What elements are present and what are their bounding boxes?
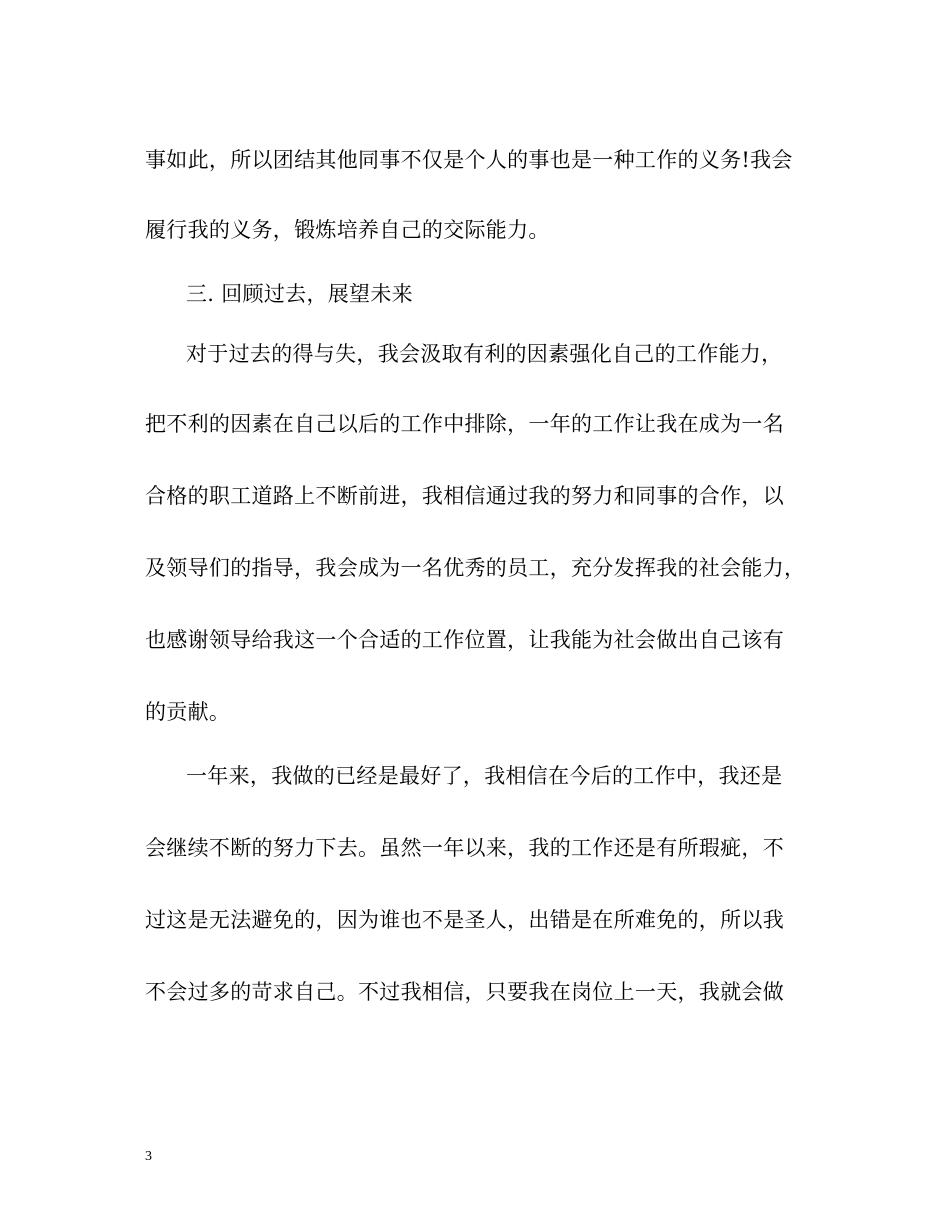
text-line: 及领导们的指导，我会成为一名优秀的员工，充分发挥我的社会能力， (145, 556, 806, 580)
text-line: 把不利的因素在自己以后的工作中排除，一年的工作让我在成为一名 (145, 412, 784, 436)
page-number: 3 (145, 1149, 152, 1164)
text-line: 一年来，我做的已经是最好了，我相信在今后的工作中，我还是 (186, 764, 783, 788)
text-line: 也感谢领导给我这一个合适的工作位置，让我能为社会做出自己该有 (145, 628, 784, 652)
text-line: 事如此，所以团结其他同事不仅是个人的事也是一种工作的义务!我会 (145, 148, 793, 172)
text-line: 合格的职工道路上不断前进，我相信通过我的努力和同事的合作，以 (145, 484, 784, 508)
text-line: 的贡献。 (145, 700, 231, 724)
section-heading: 三. 回顾过去，展望未来 (186, 282, 413, 306)
text-line: 会继续不断的努力下去。虽然一年以来，我的工作还是有所瑕疵，不 (145, 836, 784, 860)
text-line: 不会过多的苛求自己。不过我相信，只要我在岗位上一天，我就会做 (145, 980, 784, 1004)
text-line: 过这是无法避免的，因为谁也不是圣人，出错是在所难免的，所以我 (145, 908, 784, 932)
text-line: 对于过去的得与失，我会汲取有利的因素强化自己的工作能力， (186, 342, 783, 366)
text-line: 履行我的义务，锻炼培养自己的交际能力。 (145, 218, 550, 242)
